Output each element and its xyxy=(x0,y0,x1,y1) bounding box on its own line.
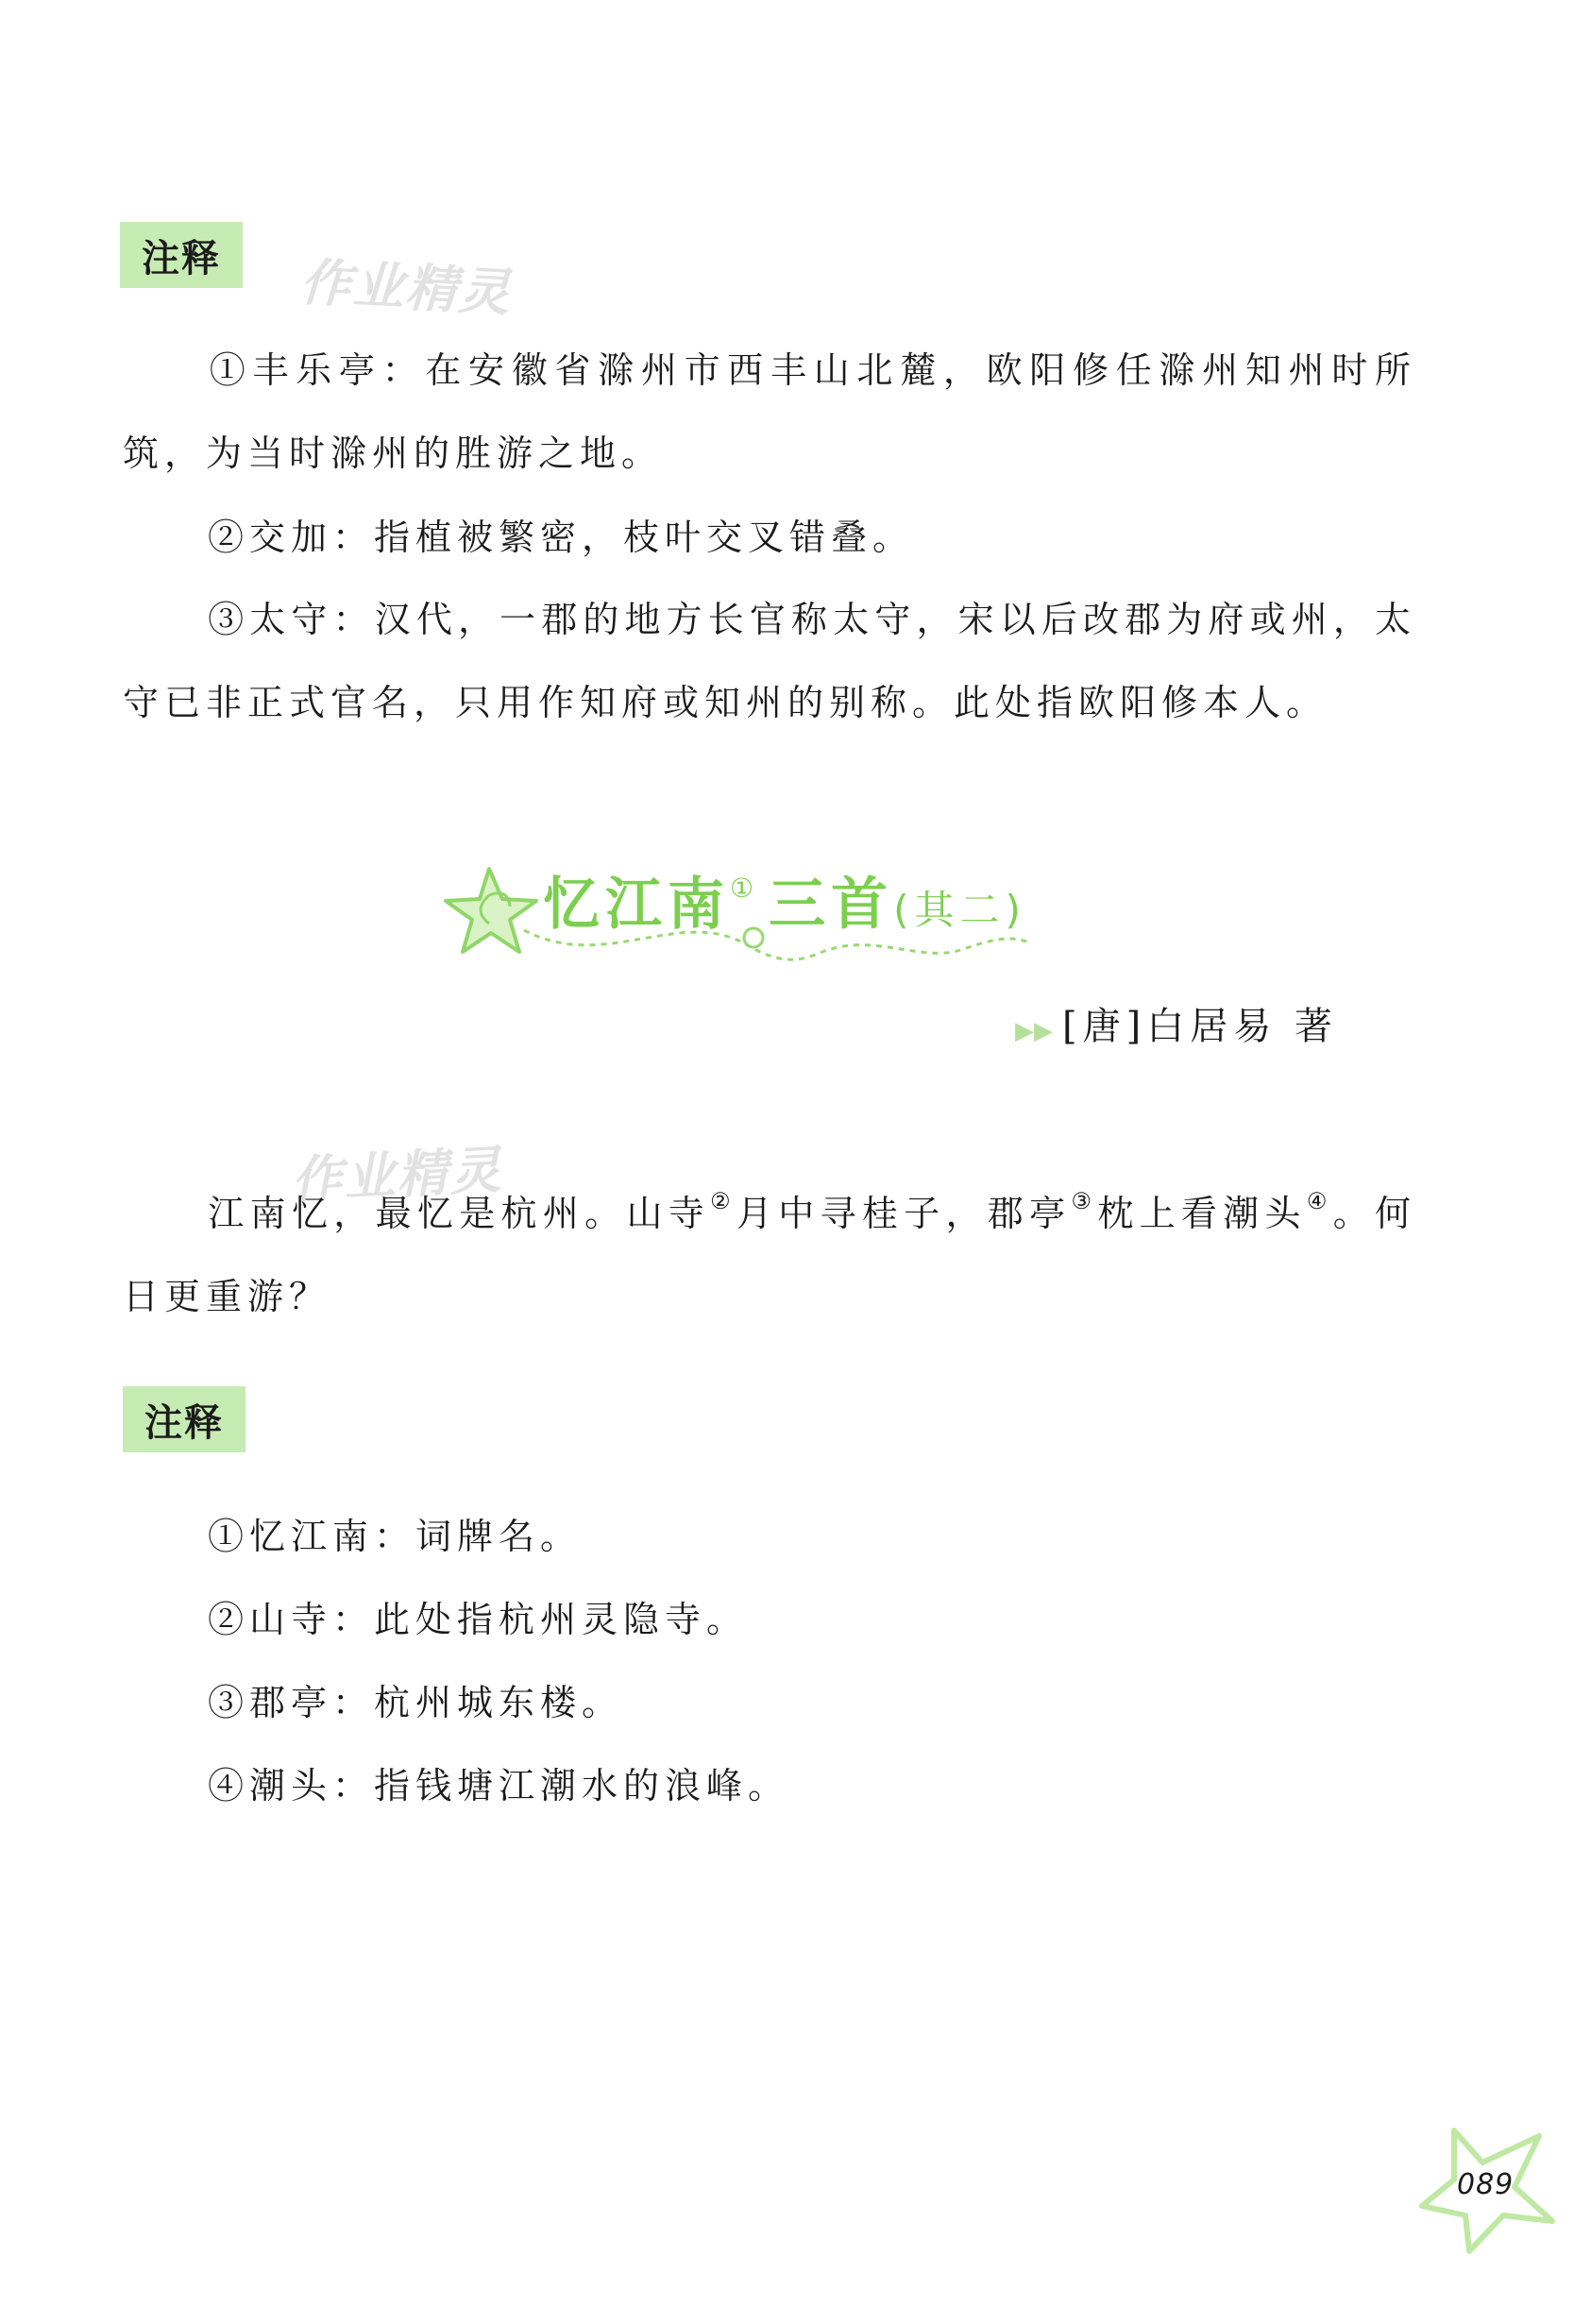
note-marker: ② xyxy=(208,517,250,558)
notes-label: 注释 xyxy=(120,222,243,288)
poem-title-note: ① xyxy=(730,873,760,904)
note-marker: ① xyxy=(208,349,253,391)
watermark: 作业精灵 xyxy=(289,1140,504,1211)
arrow-markers-icon: ▶▶ xyxy=(1015,1017,1053,1045)
note-text: 交加：指植被繁密，枝叶交叉错叠。 xyxy=(249,517,915,558)
poem-note-ref: ③ xyxy=(1071,1188,1098,1214)
note-text: 郡亭：杭州城东楼。 xyxy=(249,1682,624,1723)
note-marker: ② xyxy=(208,1599,250,1640)
poem-title-count: 三首 xyxy=(769,872,894,938)
note-1 xyxy=(123,329,1416,495)
author-text: [唐]白居易 著 xyxy=(1062,1005,1338,1048)
poem-segment: 枕上看潮头 xyxy=(1097,1193,1307,1234)
note-text: 山寺：此处指杭州灵隐寺。 xyxy=(249,1599,749,1640)
note-2 xyxy=(208,1590,748,1642)
poem-title xyxy=(543,859,1026,941)
note-3 xyxy=(208,1673,623,1725)
note-1 xyxy=(208,1507,582,1559)
watermark: 作业精灵 xyxy=(298,252,514,323)
note-marker: ③ xyxy=(208,1682,250,1723)
poem-note-ref: ② xyxy=(710,1188,736,1214)
note-marker: ④ xyxy=(208,1765,250,1807)
note-2 xyxy=(123,496,1416,579)
poem-title-main: 忆江南 xyxy=(543,872,730,938)
poem-segment: 。何日更重游？ xyxy=(123,1193,1417,1317)
notes-label: 注释 xyxy=(123,1386,245,1452)
note-marker: ③ xyxy=(208,599,250,640)
note-text: 忆江南：词牌名。 xyxy=(249,1516,583,1557)
note-text: 潮头：指钱塘江潮水的浪峰。 xyxy=(249,1765,790,1807)
note-text: 太守：汉代，一郡的地方长官称太守，宋以后改郡为府或州，太守已非正式官名，只用作知府或知州的别称。此处指欧阳修本人。 xyxy=(123,599,1416,723)
poem-segment: 月中寻桂子，郡亭 xyxy=(736,1193,1072,1234)
poem-note-ref: ④ xyxy=(1306,1188,1333,1214)
poem-title-sub: (其二) xyxy=(893,887,1026,933)
note-3 xyxy=(123,578,1416,744)
note-text: 丰乐亭：在安徽省滁州市西丰山北麓，欧阳修任滁州知州时所筑，为当时滁州的胜游之地。 xyxy=(123,349,1416,474)
poem-author xyxy=(1015,996,1338,1050)
page-number: 089 xyxy=(1457,2168,1515,2201)
poem-text xyxy=(123,1160,1416,1338)
poem-segment: 江南忆，最忆是杭州。山寺 xyxy=(208,1193,711,1234)
note-4 xyxy=(208,1756,789,1808)
note-marker: ① xyxy=(208,1516,250,1557)
